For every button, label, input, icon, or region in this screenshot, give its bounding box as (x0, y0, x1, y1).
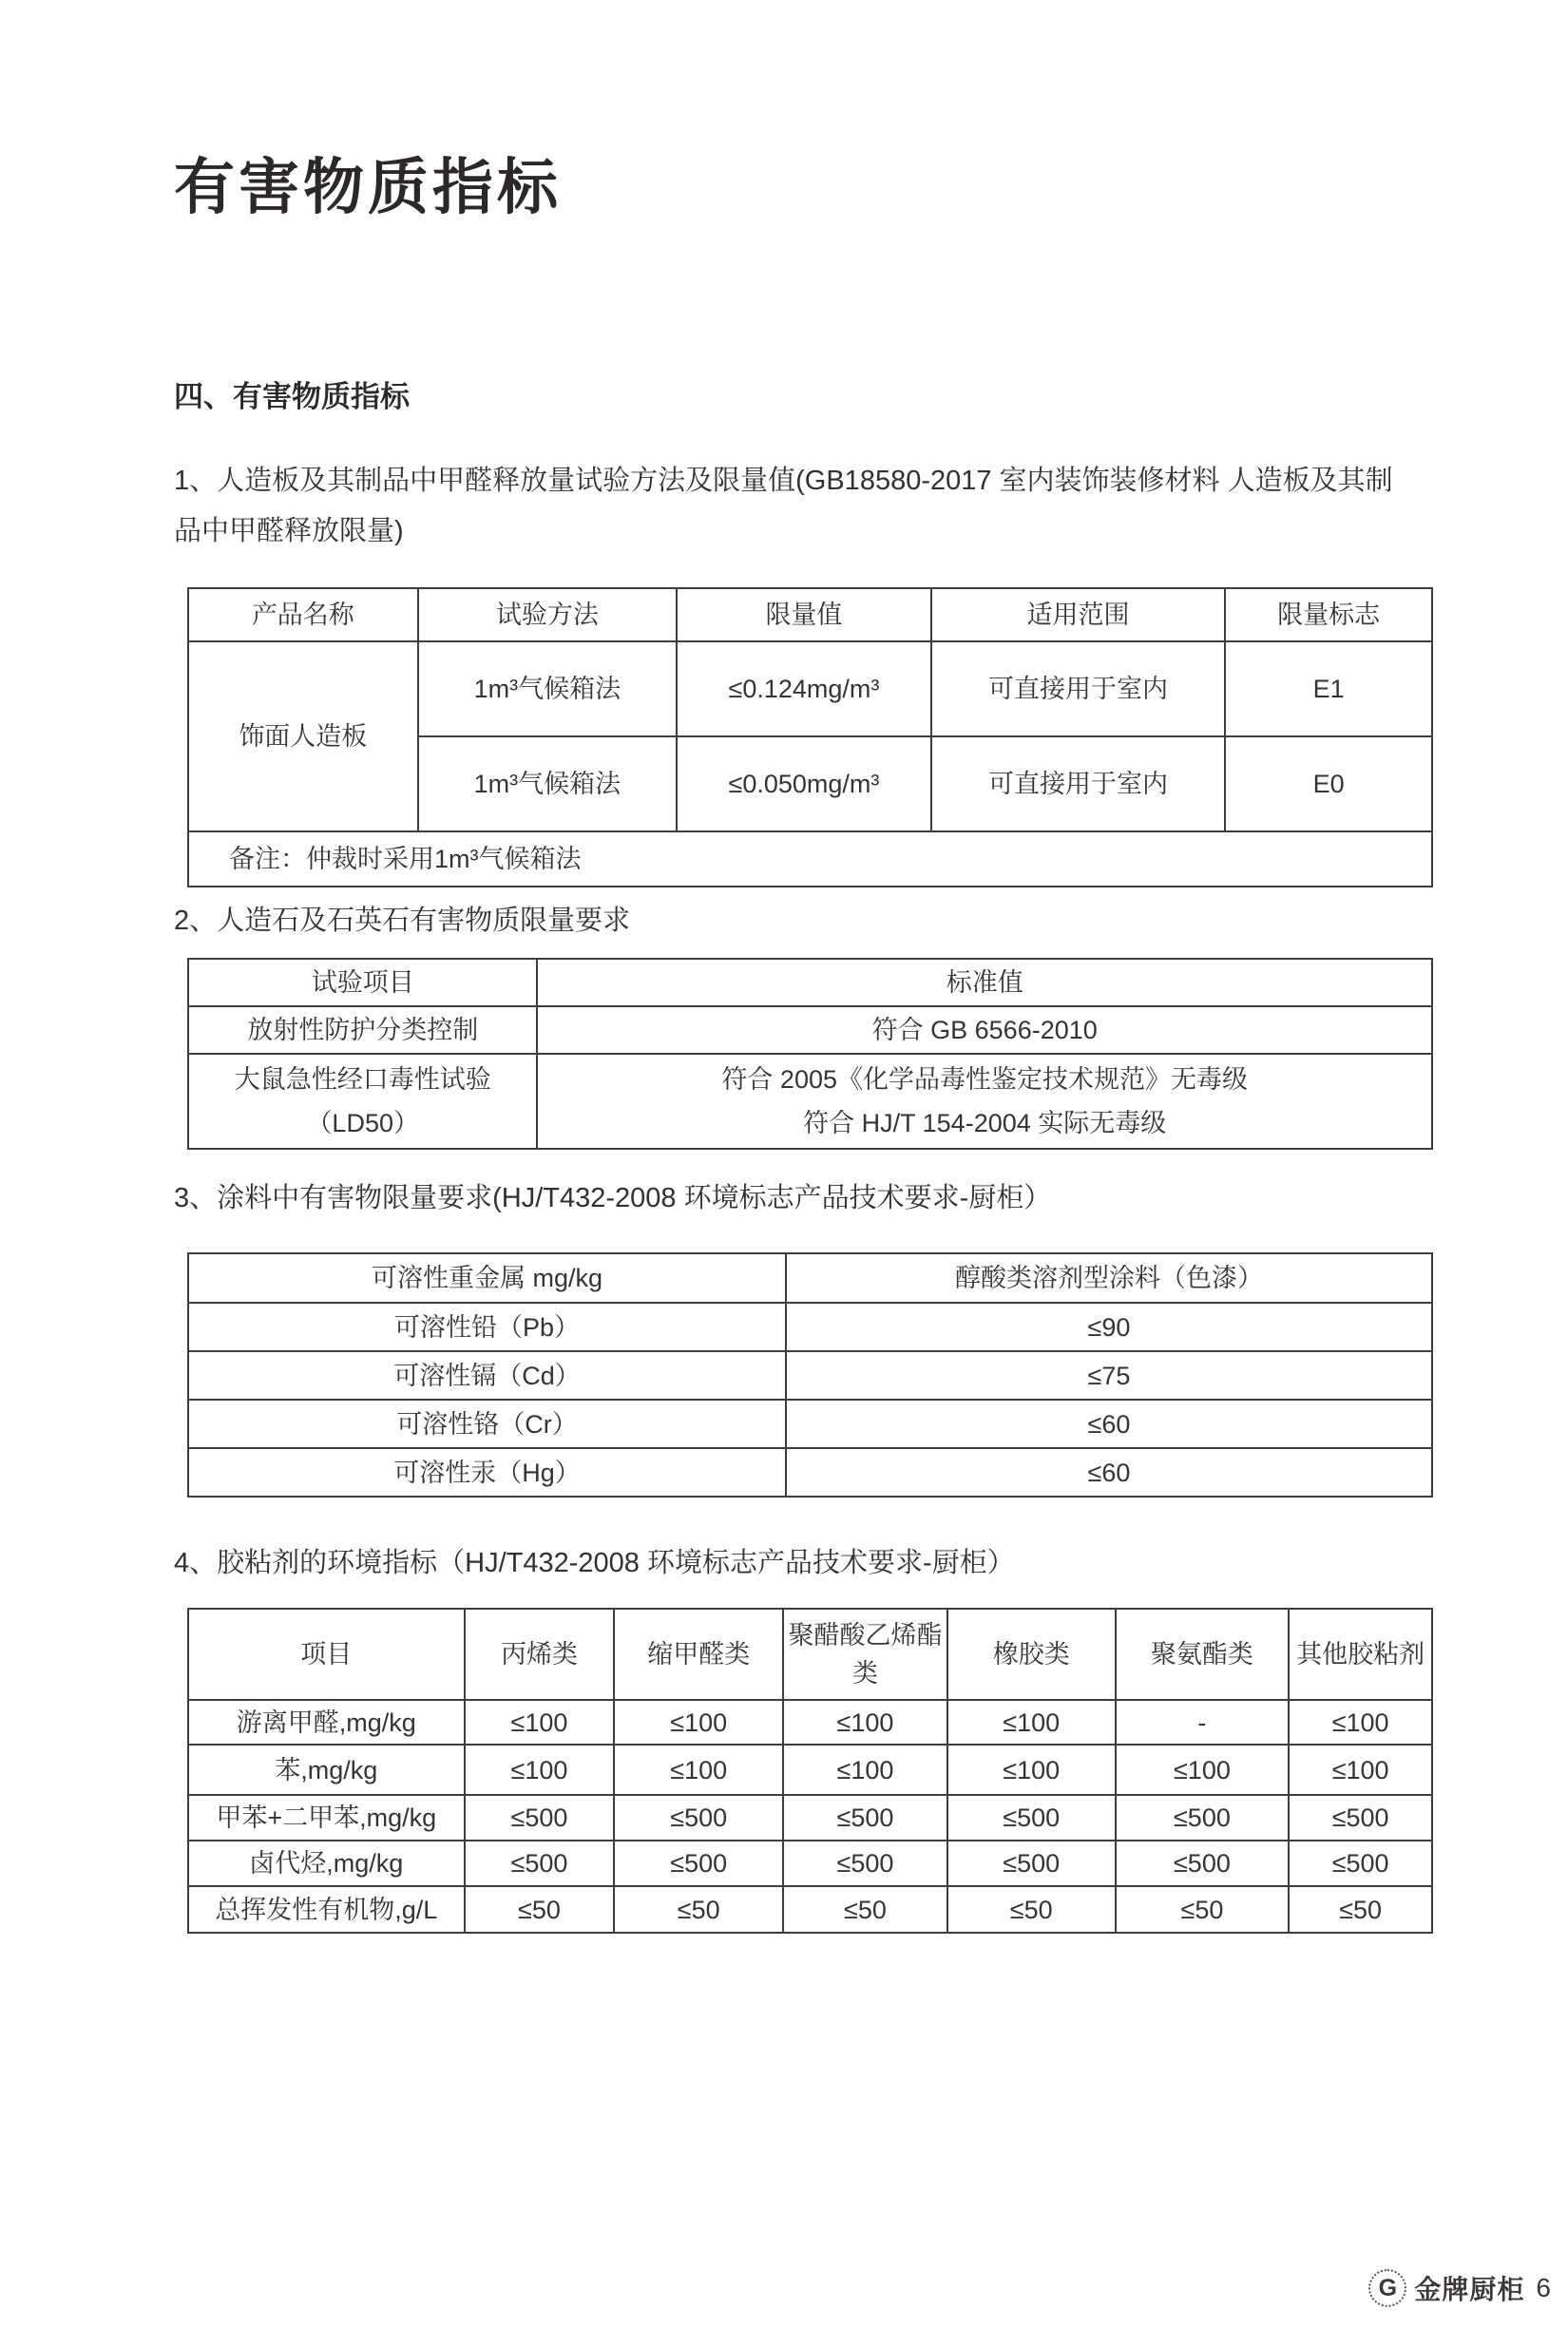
cell: ≤75 (786, 1351, 1432, 1400)
adhesive-indicator-table (187, 1608, 1433, 1934)
section4-heading: 4、胶粘剂的环境指标（HJ/T432-2008 环境标志产品技术要求-厨柜） (174, 1548, 1015, 1578)
stone-limit-table (187, 958, 1433, 1150)
cell: E0 (1225, 736, 1432, 831)
cell: ≤100 (1289, 1700, 1432, 1745)
cell: ≤100 (465, 1745, 615, 1795)
cell: ≤100 (1116, 1745, 1290, 1795)
column-header: 试验方法 (418, 588, 678, 641)
cell-line: （LD50） (306, 1109, 419, 1137)
cell: 可直接用于室内 (931, 641, 1226, 736)
cell: 可溶性镉（Cd） (188, 1351, 786, 1400)
cell: ≤50 (1116, 1886, 1290, 1933)
cell: ≤50 (947, 1886, 1116, 1933)
cell: ≤500 (465, 1795, 615, 1841)
cell: ≤500 (947, 1795, 1116, 1841)
cell: 1m³气候箱法 (418, 736, 678, 831)
table-header-row (188, 959, 1432, 1006)
cell: ≤500 (783, 1841, 947, 1886)
column-header: 项目 (188, 1609, 465, 1700)
column-header: 可溶性重金属 mg/kg (188, 1253, 786, 1303)
column-header: 适用范围 (931, 588, 1226, 641)
brand-name: 金牌厨柜 (1414, 2275, 1525, 2304)
cell: ≤100 (947, 1700, 1116, 1745)
table-row (188, 1745, 1432, 1795)
cell: ≤0.050mg/m³ (677, 736, 931, 831)
cell: ≤60 (786, 1448, 1432, 1497)
cell: ≤100 (614, 1700, 783, 1745)
column-header: 产品名称 (188, 588, 418, 641)
cell: ≤100 (465, 1700, 615, 1745)
cell (188, 1054, 537, 1149)
cell-line: 大鼠急性经口毒性试验 (234, 1065, 491, 1094)
cell: ≤500 (465, 1841, 615, 1886)
cell: ≤50 (1289, 1886, 1432, 1933)
table-note-row (188, 831, 1432, 887)
brand-logo-g-icon: G (1368, 2269, 1406, 2307)
cell-line: 符合 2005《化学品毒性鉴定技术规范》无毒级 (721, 1065, 1248, 1094)
cell: ≤100 (783, 1700, 947, 1745)
row-label: 游离甲醛,mg/kg (188, 1700, 465, 1745)
table-row (188, 1841, 1432, 1886)
cell: E1 (1225, 641, 1432, 736)
cell-line: 符合 HJ/T 154-2004 实际无毒级 (803, 1109, 1167, 1137)
cell: 符合 GB 6566-2010 (537, 1006, 1432, 1054)
page-footer (1368, 2269, 1551, 2307)
cell: ≤100 (1289, 1745, 1432, 1795)
table-row (188, 1886, 1432, 1933)
cell: ≤500 (1289, 1795, 1432, 1841)
cell: 可直接用于室内 (931, 736, 1226, 831)
cell: ≤50 (465, 1886, 615, 1933)
row-label: 卤代烃,mg/kg (188, 1841, 465, 1886)
table-row (188, 1054, 1432, 1149)
note-cell: 备注：仲裁时采用1m³气候箱法 (188, 831, 1432, 887)
cell: ≤500 (1116, 1841, 1290, 1886)
table-row (188, 1303, 1432, 1351)
table-header-row (188, 1253, 1432, 1303)
cell (537, 1054, 1432, 1149)
column-header: 标准值 (537, 959, 1432, 1006)
cell: ≤500 (1116, 1795, 1290, 1841)
page-title: 有害物质指标 (174, 153, 562, 221)
table-row (188, 1795, 1432, 1841)
row-label: 甲苯+二甲苯,mg/kg (188, 1795, 465, 1841)
cell: ≤100 (947, 1745, 1116, 1795)
cell: ≤500 (783, 1795, 947, 1841)
table-row (188, 1400, 1432, 1448)
cell: 放射性防护分类控制 (188, 1006, 537, 1054)
cell: ≤500 (1289, 1841, 1432, 1886)
cell: 可溶性铬（Cr） (188, 1400, 786, 1448)
formaldehyde-limit-table (187, 587, 1433, 887)
cell: ≤100 (783, 1745, 947, 1795)
column-header: 限量标志 (1225, 588, 1432, 641)
cell: ≤90 (786, 1303, 1432, 1351)
row-label: 苯,mg/kg (188, 1745, 465, 1795)
cell: ≤50 (783, 1886, 947, 1933)
section1-heading-line2: 品中甲醛释放限量) (174, 516, 404, 546)
column-header: 缩甲醛类 (614, 1609, 783, 1700)
coating-limit-table (187, 1252, 1433, 1498)
column-header: 限量值 (677, 588, 931, 641)
table-row (188, 1448, 1432, 1497)
table-row (188, 1700, 1432, 1745)
cell: ≤100 (614, 1745, 783, 1795)
column-header: 聚氨酯类 (1116, 1609, 1290, 1700)
column-header: 其他胶粘剂 (1289, 1609, 1432, 1700)
table-header-row (188, 588, 1432, 641)
table-row (188, 1006, 1432, 1054)
table-row (188, 1351, 1432, 1400)
cell: 1m³气候箱法 (418, 641, 678, 736)
cell: - (1116, 1700, 1290, 1745)
column-header: 丙烯类 (465, 1609, 615, 1700)
column-header: 聚醋酸乙烯酯类 (783, 1609, 947, 1700)
cell: 可溶性汞（Hg） (188, 1448, 786, 1497)
cell: ≤0.124mg/m³ (677, 641, 931, 736)
cell: ≤50 (614, 1886, 783, 1933)
section2-heading: 2、人造石及石英石有害物质限量要求 (174, 906, 631, 936)
cell: ≤500 (947, 1841, 1116, 1886)
column-header: 醇酸类溶剂型涂料（色漆） (786, 1253, 1432, 1303)
product-name-cell: 饰面人造板 (188, 641, 418, 831)
section1-heading-line1: 1、人造板及其制品中甲醛释放量试验方法及限量值(GB18580-2017 室内装饰装修材料 人造板及其制 (174, 466, 1393, 496)
cell: 可溶性铅（Pb） (188, 1303, 786, 1351)
column-header: 试验项目 (188, 959, 537, 1006)
page-number: 6 (1536, 2273, 1551, 2302)
cell: ≤500 (614, 1841, 783, 1886)
column-header: 橡胶类 (947, 1609, 1116, 1700)
section-main-title: 四、有害物质指标 (174, 380, 410, 413)
section3-heading: 3、涂料中有害物限量要求(HJ/T432-2008 环境标志产品技术要求-厨柜） (174, 1183, 1052, 1213)
cell: ≤500 (614, 1795, 783, 1841)
section1-heading (174, 456, 1438, 557)
row-label: 总挥发性有机物,g/L (188, 1886, 465, 1933)
table-header-row (188, 1609, 1432, 1700)
cell: ≤60 (786, 1400, 1432, 1448)
table-row (188, 641, 1432, 736)
